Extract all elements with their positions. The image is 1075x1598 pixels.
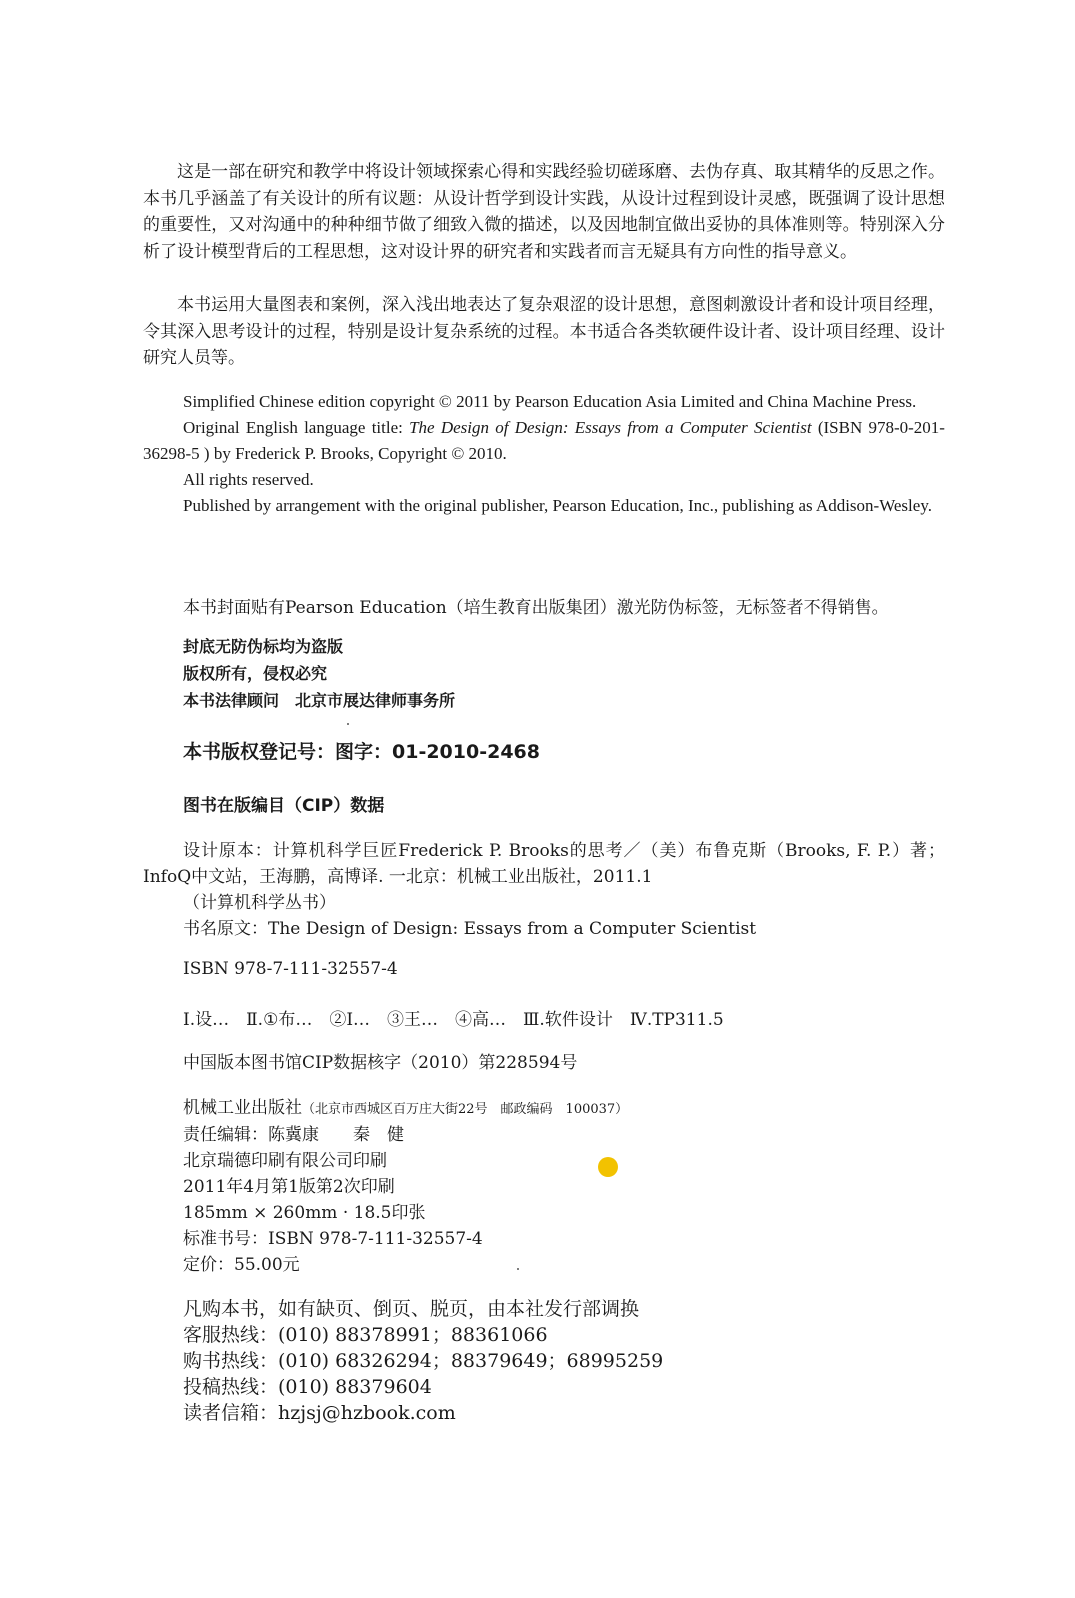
cip-data-number: 中国版本图书馆CIP数据核字（2010）第228594号 [183, 1053, 578, 1073]
cip-entry: 设计原本：计算机科学巨匠Frederick P. Brooks的思考／（美）布鲁克斯（Brooks, F. P.）著；InfoQ中文站，王海鹏，高博译. 一北京：机械工业出版社，2011.1 [143, 841, 945, 887]
cip-series: （计算机科学丛书） [183, 893, 336, 913]
publisher-line [183, 1093, 628, 1118]
cip-heading: 图书在版编目（CIP）数据 [183, 796, 385, 816]
legal-line-1: 封底无防伪标均为盗版 [183, 637, 344, 656]
rights-reserved-line: All rights reserved. [183, 470, 314, 489]
edition-info: 2011年4月第1版第2次印刷 [183, 1177, 395, 1197]
price: 定价：55.00元 [183, 1255, 300, 1275]
simplified-edition-line: Simplified Chinese edition copyright © 2011 by Pearson Education Asia Limited and China Machine Press. [183, 392, 917, 411]
cip-classification: Ⅰ.设… Ⅱ.①布… ②I… ③王… ④高… Ⅲ.软件设计 Ⅳ.TP311.5 [183, 1010, 724, 1030]
printer: 北京瑞德印刷有限公司印刷 [183, 1151, 387, 1171]
submission-hotline: 投稿热线：(010) 88379604 [183, 1376, 432, 1398]
cip-entry-block [143, 838, 945, 942]
yellow-dot-marker [598, 1157, 618, 1177]
registration-number: 本书版权登记号：图字：01-2010-2468 [183, 741, 540, 763]
original-title: The Design of Design: Essays from a Computer Scientist [409, 418, 812, 437]
standard-isbn: 标准书号：ISBN 978-7-111-32557-4 [183, 1229, 483, 1249]
intro-paragraph-1: 这是一部在研究和教学中将设计领域探索心得和实践经验切磋琢磨、去伪存真、取其精华的反思之作。本书几乎涵盖了有关设计的所有议题：从设计哲学到设计实践，从设计过程到设计灵感，既强调了设计思想的重要性，又对沟通中的种种细节做了细致入微的描述，以及因地制宜做出妥协的具体准则等。特别深入分析了设计模型背后的工程思想，这对设计界的研究者和实践者而言无疑具有方向性的指导意义。 [143, 162, 945, 262]
english-copyright-block [143, 389, 945, 519]
legal-counsel-line: 本书法律顾问 北京市展达律师事务所 [183, 691, 456, 710]
publisher-address: （北京市西城区百万庄大街22号 邮政编码 100037） [302, 1102, 629, 1117]
intro-paragraph-2: 本书运用大量图表和案例，深入浅出地表达了复杂艰涩的设计思想，意图刺激设计者和设计项目经理，令其深入思考设计的过程，特别是设计复杂系统的过程。本书适合各类软硬件设计者、设计项目经理、设计研究人员等。 [143, 295, 945, 368]
original-title-line [143, 415, 945, 467]
reader-email: 读者信箱：hzjsj@hzbook.com [183, 1402, 456, 1424]
scan-speck [517, 1268, 519, 1270]
service-hotline: 客服热线：(010) 88378991；88361066 [183, 1324, 548, 1346]
legal-line-2: 版权所有，侵权必究 [183, 664, 328, 683]
cip-isbn: ISBN 978-7-111-32557-4 [183, 959, 398, 979]
cip-original-title: 书名原文：The Design of Design: Essays from a Computer Scientist [183, 919, 757, 939]
responsible-editor: 责任编辑：陈冀康 秦 健 [183, 1125, 404, 1145]
original-isbn: (ISBN 978-0-201-36298-5 ) by Frederick P. Brooks, Copyright © 2010. [143, 418, 945, 463]
replacement-notice: 凡购本书，如有缺页、倒页、脱页，由本社发行部调换 [183, 1298, 640, 1320]
original-title-label: Original English language title: [183, 418, 410, 437]
scan-speck [347, 723, 349, 725]
published-arrangement-line: Published by arrangement with the original publisher, Pearson Education, Inc., publishing as Addison-Wesley. [183, 496, 932, 515]
book-format: 185mm × 260mm · 18.5印张 [183, 1203, 426, 1223]
publisher-name: 机械工业出版社 [183, 1098, 302, 1118]
anti-counterfeit-notice: 本书封面贴有Pearson Education（培生教育出版集团）激光防伪标签，无标签者不得销售。 [183, 598, 889, 618]
purchase-hotline: 购书热线：(010) 68326294；88379649；68995259 [183, 1350, 664, 1372]
